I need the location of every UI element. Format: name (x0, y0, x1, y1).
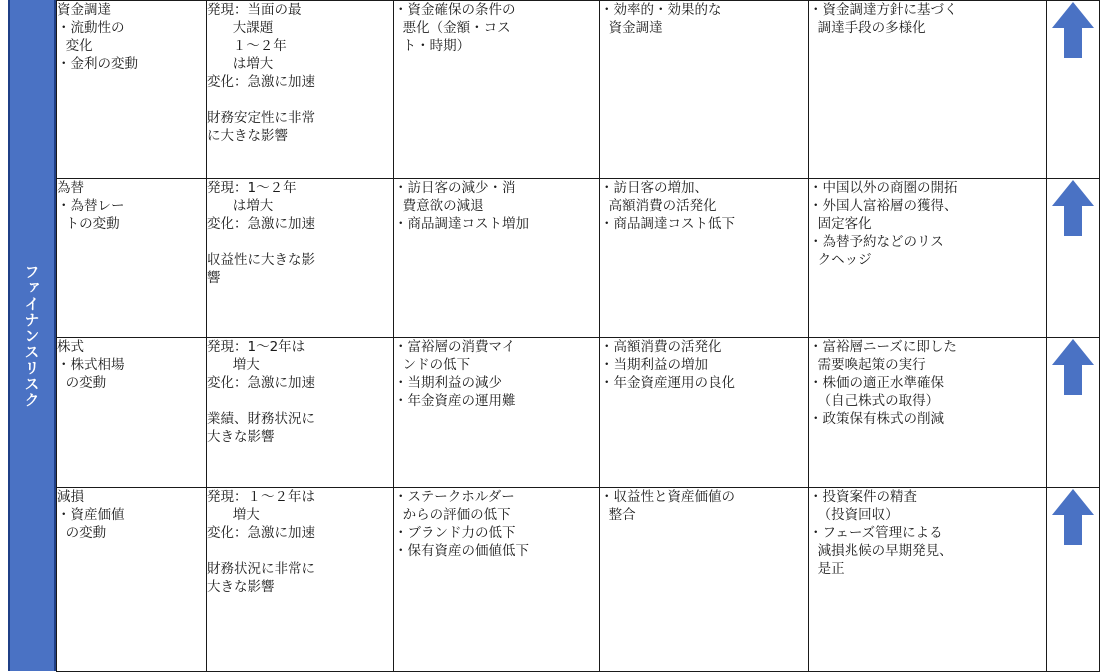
opportunity-line: 資金調達 (600, 20, 663, 36)
spacer (207, 392, 393, 410)
impact-line: 響 (207, 270, 221, 286)
impact-line: 大課題 (207, 20, 274, 36)
impact-line: 変化：急激に加速 (207, 375, 315, 391)
response-line: ・外国人富裕層の獲得、 (809, 198, 958, 214)
trend-cell (1047, 1, 1100, 179)
opportunity-line: ・高額消費の活発化 (600, 339, 722, 355)
risk-subitem: ・資産価値 (57, 507, 125, 523)
impact-cell (207, 1, 394, 179)
category-label: ファイナンスリスク (22, 263, 41, 408)
response-line: 需要喚起策の実行 (809, 357, 926, 373)
risk-line: ト・時期） (394, 38, 471, 54)
risk-line: からの評価の低下 (394, 507, 511, 523)
opportunity-cell (600, 488, 809, 672)
impact-line: 発現：当面の最 (207, 2, 302, 18)
response-line: ・株価の適正水準確保 (809, 375, 944, 391)
impact-line: 発現：１～２年は (207, 489, 315, 505)
risk-name: 減損 (57, 489, 84, 505)
response-cell (809, 1, 1047, 179)
risk-name-cell (57, 338, 207, 488)
up-arrow-icon (1047, 1, 1099, 59)
spacer (207, 91, 393, 109)
opportunity-line: 整合 (600, 507, 636, 523)
risk-table (56, 0, 1100, 672)
risk-subitem: ・金利の変動 (57, 56, 138, 72)
opportunity-line: 高額消費の活発化 (600, 198, 717, 214)
risk-name-cell (57, 488, 207, 672)
response-line: 是正 (809, 561, 845, 577)
up-arrow-icon (1047, 488, 1099, 546)
risk-line: 悪化（金額・コス (394, 20, 511, 36)
trend-cell (1047, 338, 1100, 488)
response-line: クヘッジ (809, 252, 872, 268)
table-row (57, 488, 1100, 672)
risk-subitem: ・為替レー (57, 198, 125, 214)
opportunity-line: ・商品調達コスト低下 (600, 216, 735, 232)
impact-line: 財務安定性に非常 (207, 110, 315, 126)
impact-line: 収益性に大きな影 (207, 252, 315, 268)
impact-line: 発現：1～2年は (207, 339, 306, 355)
impact-line: 発現：1～２年 (207, 180, 297, 196)
risk-name-cell (57, 179, 207, 338)
table-row (57, 338, 1100, 488)
opportunity-cell (600, 338, 809, 488)
impact-line: 大きな影響 (207, 429, 275, 445)
response-line: （自己株式の取得） (809, 393, 940, 409)
risk-line: ンドの低下 (394, 357, 471, 373)
response-line: ・中国以外の商圏の開拓 (809, 180, 958, 196)
risk-name: 資金調達 (57, 2, 111, 18)
risk-line: ・商品調達コスト増加 (394, 216, 529, 232)
opportunity-cell (600, 1, 809, 179)
response-line: ・資金調達方針に基づく (809, 2, 958, 18)
risk-name-cell (57, 1, 207, 179)
response-cell (809, 488, 1047, 672)
spacer (207, 542, 393, 560)
impact-line: に大きな影響 (207, 128, 288, 144)
impact-line: 増大 (207, 357, 260, 373)
impact-line: 大きな影響 (207, 579, 275, 595)
risk-subitem: トの変動 (57, 216, 120, 232)
risk-line: 費意欲の減退 (394, 198, 484, 214)
risk-line: ・保有資産の価値低下 (394, 543, 529, 559)
impact-line: 変化：急激に加速 (207, 216, 315, 232)
opportunity-cell (600, 179, 809, 338)
opportunity-line: ・収益性と資産価値の (600, 489, 735, 505)
risk-cell (394, 1, 600, 179)
impact-cell (207, 338, 394, 488)
response-line: ・為替予約などのリス (809, 234, 944, 250)
table-row (57, 179, 1100, 338)
impact-line: 変化：急激に加速 (207, 525, 315, 541)
risk-name: 為替 (57, 180, 84, 196)
response-line: 調達手段の多様化 (809, 20, 926, 36)
response-line: ・政策保有株式の削減 (809, 411, 944, 427)
opportunity-line: ・効率的・効果的な (600, 2, 722, 18)
response-cell (809, 338, 1047, 488)
risk-cell (394, 488, 600, 672)
up-arrow-icon (1047, 179, 1099, 237)
response-line: ・富裕層ニーズに即した (809, 339, 957, 355)
response-line: ・投資案件の精査 (809, 489, 917, 505)
risk-line: ・富裕層の消費マイ (394, 339, 516, 355)
table-row (57, 1, 1100, 179)
risk-line: ・ブランド力の低下 (394, 525, 516, 541)
risk-name: 株式 (57, 339, 84, 355)
risk-line: ・ステークホルダー (394, 489, 515, 505)
impact-line: 増大 (207, 507, 260, 523)
risk-line: ・訪日客の減少・消 (394, 180, 516, 196)
impact-cell (207, 488, 394, 672)
response-line: 減損兆候の早期発見、 (809, 543, 953, 559)
response-line: ・フェーズ管理による (809, 525, 943, 541)
trend-cell (1047, 488, 1100, 672)
response-line: （投資回収） (809, 507, 899, 523)
spacer (207, 233, 393, 251)
impact-line: 業績、財務状況に (207, 411, 315, 427)
impact-line: １～２年 (207, 38, 287, 54)
impact-line: は増大 (207, 198, 274, 214)
risk-line: ・年金資産の運用難 (394, 393, 516, 409)
opportunity-line: ・当期利益の増加 (600, 357, 708, 373)
risk-line: ・資金確保の条件の (394, 2, 516, 18)
risk-cell (394, 338, 600, 488)
response-line: 固定客化 (809, 216, 872, 232)
risk-cell (394, 179, 600, 338)
risk-subitem: 変化 (57, 38, 93, 54)
opportunity-line: ・年金資産運用の良化 (600, 375, 735, 391)
impact-cell (207, 179, 394, 338)
up-arrow-icon (1047, 338, 1099, 396)
risk-subitem: ・株式相場 (57, 357, 125, 373)
category-band (8, 0, 56, 671)
impact-line: 変化：急激に加速 (207, 74, 315, 90)
risk-subitem: の変動 (57, 375, 107, 391)
opportunity-line: ・訪日客の増加、 (600, 180, 708, 196)
risk-line: ・当期利益の減少 (394, 375, 502, 391)
trend-cell (1047, 179, 1100, 338)
risk-subitem: の変動 (57, 525, 107, 541)
response-cell (809, 179, 1047, 338)
risk-subitem: ・流動性の (57, 20, 125, 36)
impact-line: は増大 (207, 56, 274, 72)
impact-line: 財務状況に非常に (207, 561, 315, 577)
risk-table-body (57, 1, 1100, 672)
